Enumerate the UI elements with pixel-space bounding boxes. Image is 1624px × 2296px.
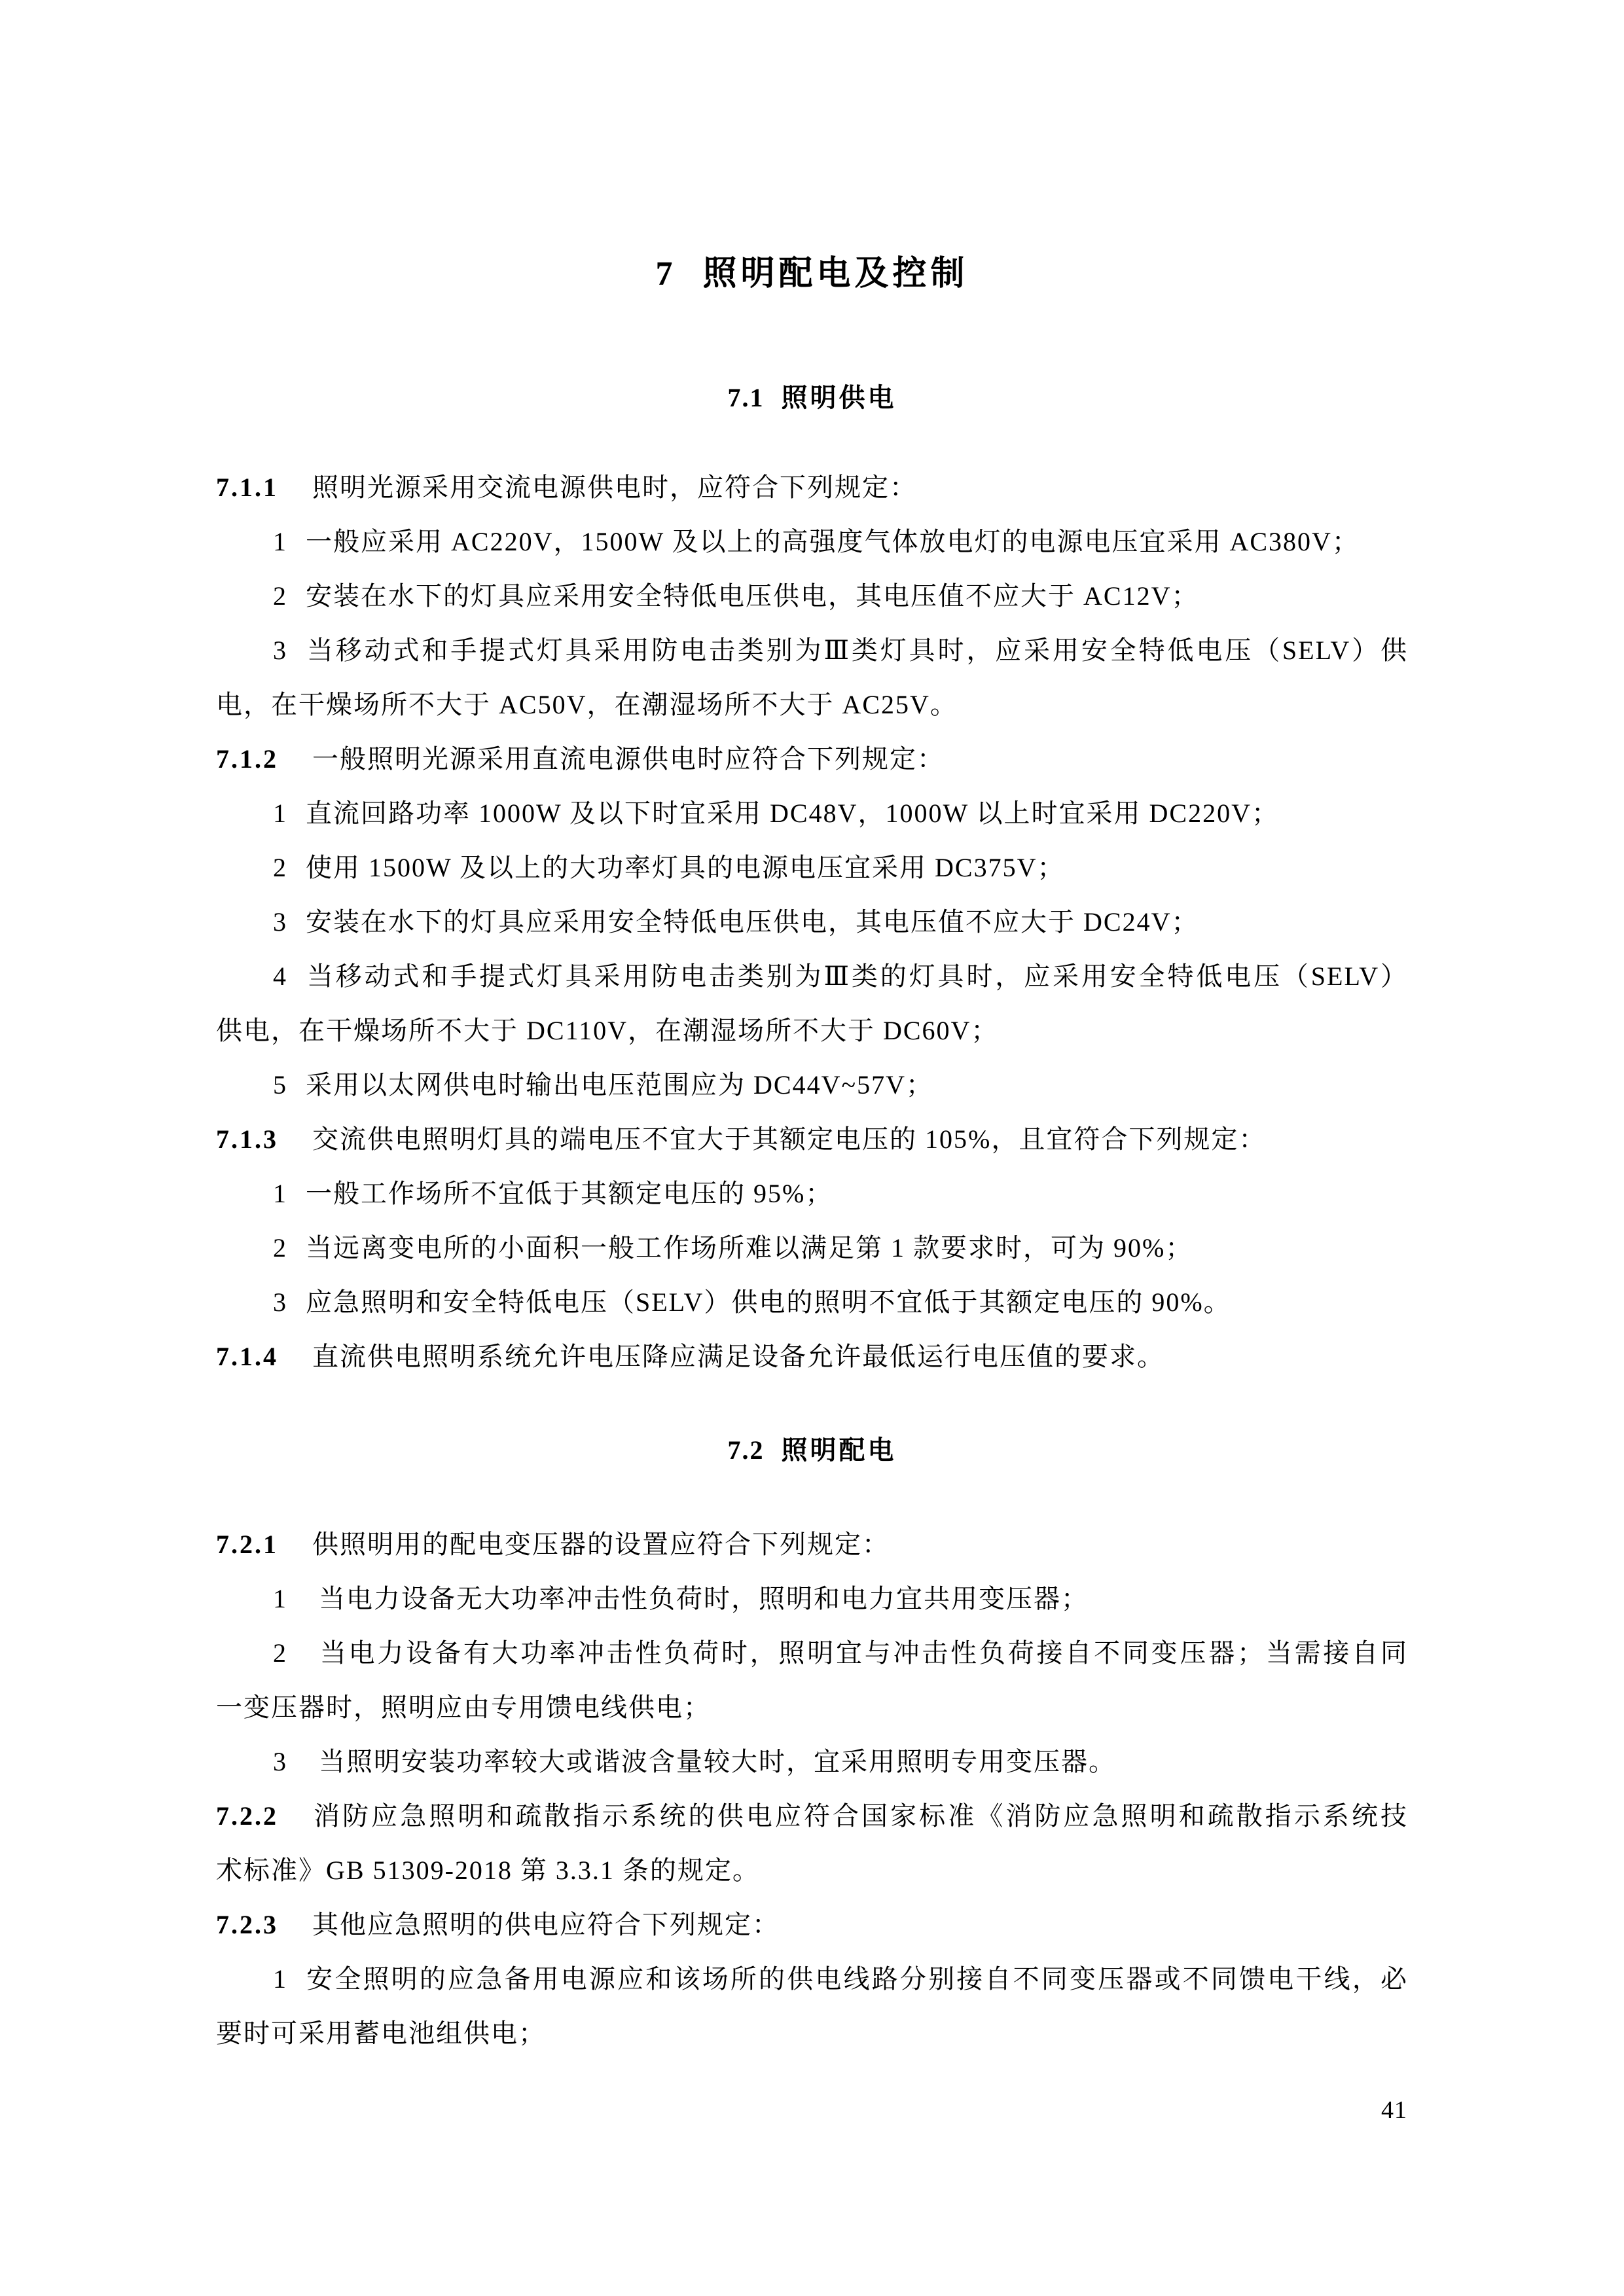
- item-line: [216, 623, 1408, 677]
- item-text: 当移动式和手提式灯具采用防电击类别为Ⅲ类灯具时，应采用安全特低电压（SELV）供: [306, 636, 1408, 665]
- item-text: 应急照明和安全特低电压（SELV）供电的照明不宜低于其额定电压的 90%。: [306, 1287, 1231, 1317]
- item-text: 安全照明的应急备用电源应和该场所的供电线路分别接自不同变压器或不同馈电干线，必: [306, 1964, 1408, 1994]
- item-number: 4: [273, 961, 287, 991]
- continuation-text: 一变压器时，照明应由专用馈电线供电；: [216, 1693, 711, 1722]
- clause-line-7-2-3: [216, 1897, 1408, 1952]
- item-line: [216, 1058, 1408, 1112]
- section-heading-text: 照明供电: [781, 384, 897, 412]
- item-text: 使用 1500W 及以上的大功率灯具的电源电压宜采用 DC375V；: [306, 853, 1065, 882]
- clause-text: 一般照明光源采用直流电源供电时应符合下列规定：: [312, 744, 945, 774]
- item-text: 安装在水下的灯具应采用安全特低电压供电，其电压值不应大于 AC12V；: [306, 581, 1199, 611]
- item-line: [216, 949, 1408, 1003]
- item-text: 一般工作场所不宜低于其额定电压的 95%；: [306, 1179, 833, 1208]
- clause-line-7-1-4: [216, 1329, 1408, 1384]
- item-number: 3: [273, 636, 287, 665]
- continuation-text: 术标准》GB 51309-2018 第 3.3.1 条的规定。: [216, 1856, 760, 1885]
- item-text: 当移动式和手提式灯具采用防电击类别为Ⅲ类的灯具时，应采用安全特低电压（SELV）: [306, 961, 1408, 991]
- item-number: 1: [273, 527, 287, 556]
- item-text: 采用以太网供电时输出电压范围应为 DC44V~57V；: [306, 1070, 933, 1100]
- clause-number: 7.1.3: [216, 1124, 278, 1154]
- clause-line-7-1-3: [216, 1112, 1408, 1166]
- item-number: 3: [273, 907, 287, 937]
- chapter-number: 7: [655, 255, 673, 293]
- section-heading-number: 7.1: [727, 383, 765, 412]
- clause-number: 7.2.3: [216, 1910, 278, 1939]
- clause-text: 供照明用的配电变压器的设置应符合下列规定：: [312, 1530, 890, 1559]
- item-line: [216, 786, 1408, 840]
- section-heading-text: 照明配电: [781, 1436, 897, 1465]
- item-text: 当电力设备有大功率冲击性负荷时，照明宜与冲击性负荷接自不同变压器；当需接自同: [319, 1638, 1408, 1668]
- section-heading-7-1: [0, 381, 1624, 415]
- clause-text: 其他应急照明的供电应符合下列规定：: [312, 1910, 780, 1939]
- item-number: 1: [273, 798, 287, 828]
- item-text: 安装在水下的灯具应采用安全特低电压供电，其电压值不应大于 DC24V；: [306, 907, 1199, 937]
- clause-text: 照明光源采用交流电源供电时，应符合下列规定：: [312, 473, 917, 502]
- continuation-line: [216, 1843, 1408, 1897]
- item-number: 2: [273, 1638, 287, 1668]
- item-line: [216, 1571, 1408, 1626]
- item-number: 5: [273, 1070, 287, 1100]
- item-number: 2: [273, 581, 287, 611]
- clause-line-7-2-2: [216, 1789, 1408, 1843]
- continuation-line: [216, 2006, 1408, 2060]
- section-heading-7-2: [0, 1433, 1624, 1467]
- continuation-line: [216, 1680, 1408, 1734]
- item-line: [216, 1275, 1408, 1329]
- item-line: [216, 1221, 1408, 1275]
- clause-text: 消防应急照明和疏散指示系统的供电应符合国家标准《消防应急照明和疏散指示系统技: [312, 1801, 1408, 1831]
- item-line: [216, 895, 1408, 949]
- item-line: [216, 1626, 1408, 1680]
- item-text: 当照明安装功率较大或谐波含量较大时，宜采用照明专用变压器。: [319, 1747, 1116, 1776]
- section-7-2-body: [216, 1517, 1408, 2060]
- item-number: 3: [273, 1747, 287, 1776]
- continuation-text: 供电，在干燥场所不大于 DC110V，在潮湿场所不大于 DC60V；: [216, 1016, 999, 1045]
- continuation-line: [216, 677, 1408, 732]
- continuation-line: [216, 1003, 1408, 1058]
- section-7-1-body: [216, 460, 1408, 1384]
- chapter-title: [0, 254, 1624, 295]
- clause-line-7-2-1: [216, 1517, 1408, 1571]
- item-line: [216, 514, 1408, 569]
- clause-number: 7.1.4: [216, 1342, 278, 1371]
- item-line: [216, 840, 1408, 895]
- item-line: [216, 569, 1408, 623]
- clause-text: 直流供电照明系统允许电压降应满足设备允许最低运行电压值的要求。: [312, 1342, 1164, 1371]
- clause-number: 7.2.2: [216, 1801, 278, 1831]
- page-number: 41: [1381, 2096, 1407, 2124]
- item-text: 直流回路功率 1000W 及以下时宜采用 DC48V，1000W 以上时宜采用 DC220V；: [306, 798, 1279, 828]
- clause-number: 7.1.1: [216, 473, 278, 502]
- item-number: 1: [273, 1964, 287, 1994]
- clause-line-7-1-2: [216, 732, 1408, 786]
- clause-line-7-1-1: [216, 460, 1408, 514]
- item-text: 当远离变电所的小面积一般工作场所难以满足第 1 款要求时，可为 90%；: [306, 1233, 1193, 1263]
- item-number: 2: [273, 853, 287, 882]
- item-text: 当电力设备无大功率冲击性负荷时，照明和电力宜共用变压器；: [319, 1584, 1089, 1613]
- item-line: [216, 1952, 1408, 2006]
- item-line: [216, 1166, 1408, 1221]
- item-line: [216, 1734, 1408, 1789]
- clause-number: 7.2.1: [216, 1530, 278, 1559]
- item-number: 1: [273, 1179, 287, 1208]
- item-number: 1: [273, 1584, 287, 1613]
- continuation-text: 要时可采用蓄电池组供电；: [216, 2018, 546, 2048]
- section-heading-number: 7.2: [727, 1435, 765, 1465]
- item-number: 2: [273, 1233, 287, 1263]
- clause-text: 交流供电照明灯具的端电压不宜大于其额定电压的 105%，且宜符合下列规定：: [312, 1124, 1267, 1154]
- item-text: 一般应采用 AC220V，1500W 及以上的高强度气体放电灯的电源电压宜采用 AC380V；: [306, 527, 1360, 556]
- item-number: 3: [273, 1287, 287, 1317]
- chapter-title-text: 照明配电及控制: [702, 255, 969, 293]
- clause-number: 7.1.2: [216, 744, 278, 774]
- continuation-text: 电，在干燥场所不大于 AC50V，在潮湿场所不大于 AC25V。: [216, 690, 958, 719]
